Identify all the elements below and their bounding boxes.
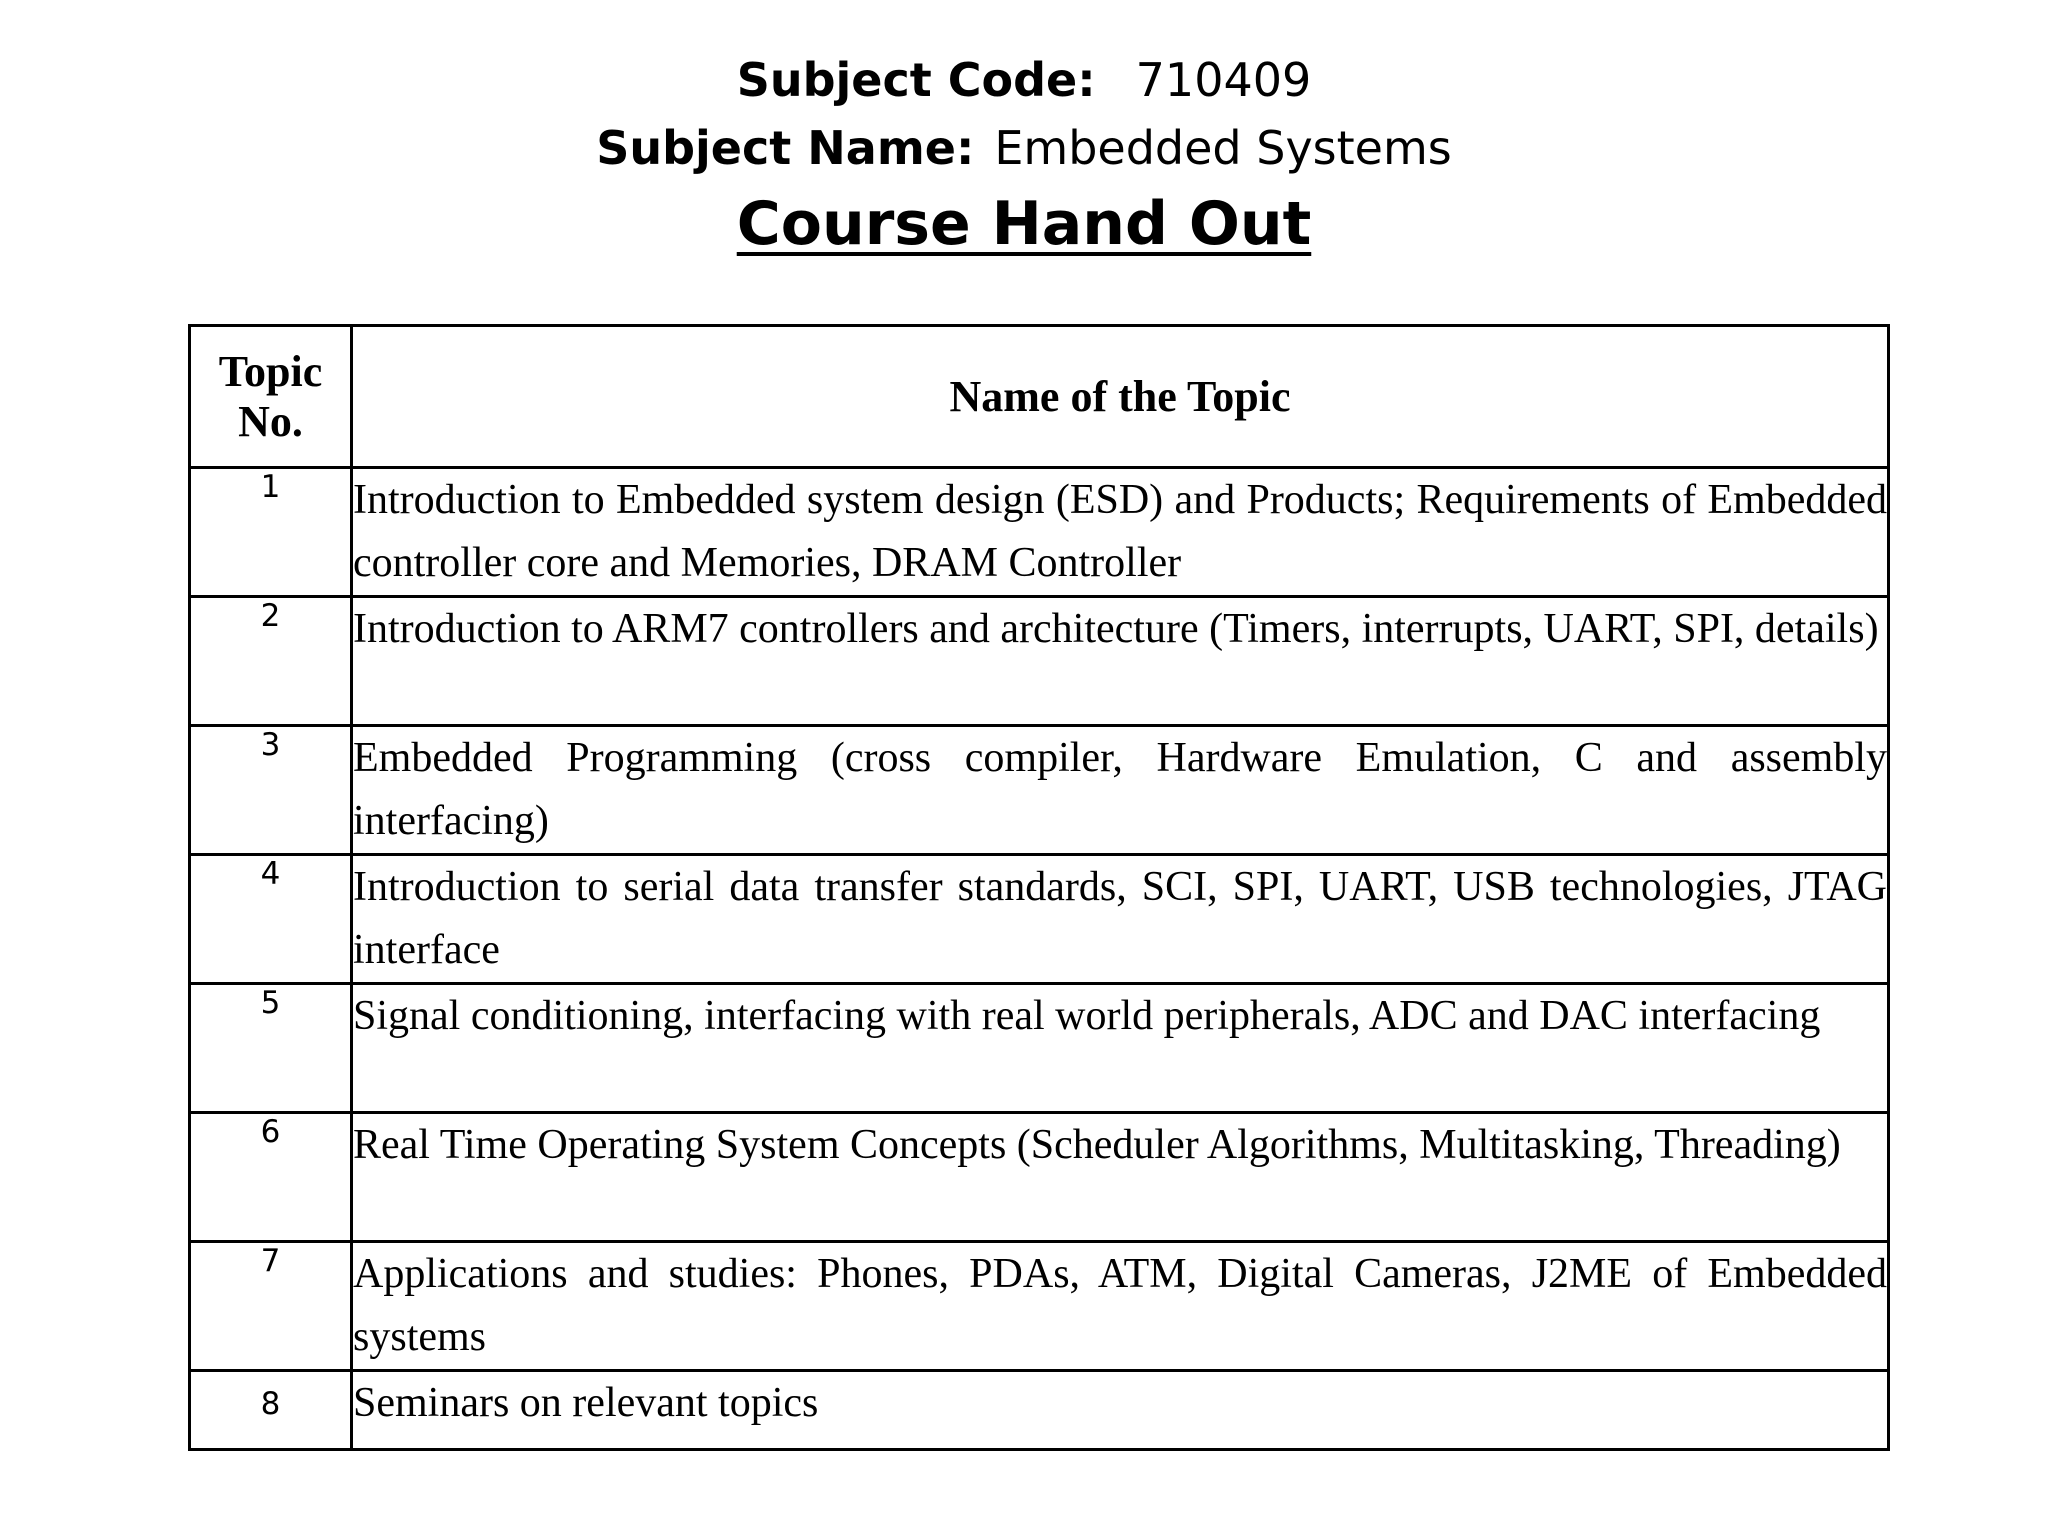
subject-code-label: Subject Code: [736,53,1096,107]
topic-name-header: Name of the Topic [352,326,1889,468]
subject-name-line [0,120,2048,176]
topic-number: 2 [190,597,352,726]
topic-no-header-line1: Topic [218,346,323,396]
topic-number: 5 [190,984,352,1113]
table-row [190,468,1889,597]
topic-number: 7 [190,1242,352,1371]
document-title [0,188,2048,260]
topic-name: Introduction to ARM7 controllers and architecture (Timers, interrupts, UART, SPI, details) [352,597,1889,726]
topic-no-header-line2: No. [238,396,303,446]
topic-name: Signal conditioning, interfacing with real world peripherals, ADC and DAC interfacing [352,984,1889,1113]
subject-code-value: 710409 [1135,53,1312,107]
topic-number: 8 [190,1371,352,1450]
topic-name: Real Time Operating System Concepts (Scheduler Algorithms, Multitasking, Threading) [352,1113,1889,1242]
subject-name-value: Embedded Systems [994,121,1452,175]
subject-name-label: Subject Name: [596,121,975,175]
topic-number: 1 [190,468,352,597]
topic-number: 3 [190,726,352,855]
table-header-row [190,326,1889,468]
topic-name: Introduction to Embedded system design (ESD) and Products; Requirements of Embedded controller core and Memories, DRAM Controller [352,468,1889,597]
topic-number: 6 [190,1113,352,1242]
topic-name: Applications and studies: Phones, PDAs, ATM, Digital Cameras, J2ME of Embedded systems [352,1242,1889,1371]
table-row [190,726,1889,855]
table-row [190,1371,1889,1450]
topic-name: Introduction to serial data transfer standards, SCI, SPI, UART, USB technologies, JTAG interface [352,855,1889,984]
topics-table [188,324,1890,1451]
subject-code-line [0,52,2048,108]
table-row [190,855,1889,984]
table-row [190,597,1889,726]
topic-number: 4 [190,855,352,984]
table-row [190,1242,1889,1371]
table-row [190,984,1889,1113]
topic-no-header [190,326,352,468]
topic-name: Seminars on relevant topics [352,1371,1889,1450]
table-row [190,1113,1889,1242]
document-title-text: Course Hand Out [736,189,1312,259]
topic-name: Embedded Programming (cross compiler, Hardware Emulation, C and assembly interfacing) [352,726,1889,855]
